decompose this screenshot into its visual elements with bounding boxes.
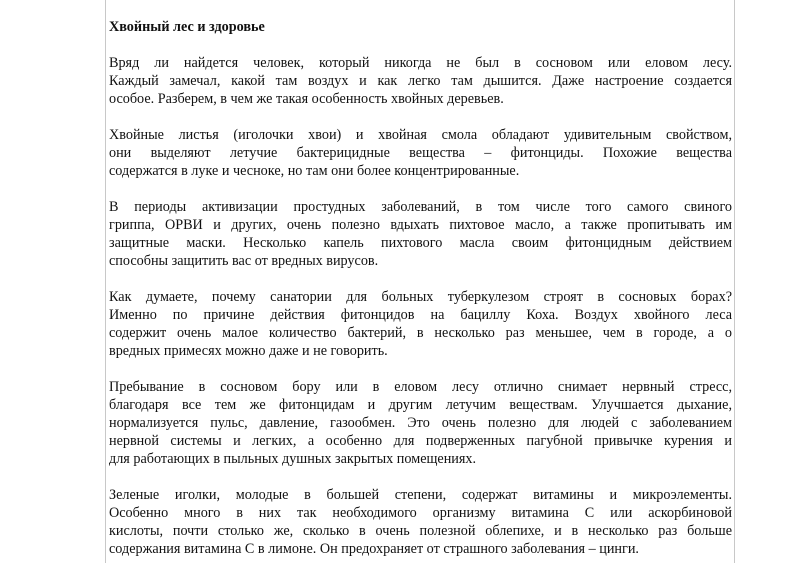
paragraph-line: вредных примесях можно даже и не говорить. bbox=[109, 343, 388, 359]
paragraph-stress-relief bbox=[109, 378, 732, 468]
document-title: Хвойный лес и здоровье bbox=[109, 19, 265, 35]
paragraph-line: В периоды активизации простудных заболеваний, в том числе того самого свиного bbox=[109, 199, 732, 215]
document-body bbox=[109, 18, 732, 558]
paragraph-line: содержит очень малое количество бактерий, в несколько раз меньшее, чем в городе, а о bbox=[109, 325, 732, 341]
paragraph-line: нервной системы и легких, а особенно для подверженных пагубной привычке курения и bbox=[109, 433, 732, 449]
paragraph-line: Каждый замечал, какой там воздух и как легко там дышится. Даже настроение создается bbox=[109, 73, 732, 89]
paragraph-intro bbox=[109, 54, 732, 108]
paragraph-line: для работающих в пыльных душных закрытых помещениях. bbox=[109, 451, 477, 467]
paragraph-line: нормализуется пульс, давление, газообмен. Это очень полезно для людей с заболеванием bbox=[109, 415, 732, 431]
paragraph-vitamins bbox=[109, 486, 732, 558]
paragraph-line: содержания витамина С в лимоне. Он предохраняет от страшного заболевания – цинги. bbox=[109, 541, 639, 557]
paragraph-fir-oil bbox=[109, 198, 732, 270]
paragraph-line: Пребывание в сосновом бору или в еловом лесу отлично снимает нервный стресс, bbox=[109, 379, 732, 395]
paragraph-phytoncides bbox=[109, 126, 732, 180]
paragraph-line: Именно по причине действия фитонцидов на бациллу Коха. Воздух хвойного леса bbox=[109, 307, 732, 323]
paragraph-line: защитные маски. Несколько капель пихтового масла своим фитонцидным действием bbox=[109, 235, 732, 251]
paragraph-line: Вряд ли найдется человек, который никогда не был в сосновом или еловом лесу. bbox=[109, 55, 732, 71]
paragraph-line: особое. Разберем, в чем же такая особенность хвойных деревьев. bbox=[109, 91, 504, 107]
paragraph-line: кислоты, почти столько же, сколько в очень полезной облепихе, и в несколько раз больше bbox=[109, 523, 732, 539]
paragraph-line: благодаря все тем же фитонцидам и другим летучим веществам. Улучшается дыхание, bbox=[109, 397, 732, 413]
paragraph-line: Хвойные листья (иголочки хвои) и хвойная смола обладают удивительным свойством, bbox=[109, 127, 732, 143]
paragraph-line: Зеленые иголки, молодые в большей степени, содержат витамины и микроэлементы. bbox=[109, 487, 732, 503]
paragraph-line: Особенно много в них так необходимого организму витамина С или аскорбиновой bbox=[109, 505, 732, 521]
paragraph-line: содержатся в луке и чесноке, но там они более концентрированные. bbox=[109, 163, 520, 179]
paragraph-line: они выделяют летучие бактерицидные вещества – фитонциды. Похожие вещества bbox=[109, 145, 732, 161]
paragraph-line: способны защитить вас от вредных вирусов. bbox=[109, 253, 379, 269]
paragraph-line: гриппа, ОРВИ и других, очень полезно вдыхать пихтовое масло, а также пропитывать им bbox=[109, 217, 732, 233]
paragraph-line: Как думаете, почему санатории для больных туберкулезом строят в сосновых борах? bbox=[109, 289, 732, 305]
paragraph-sanatoriums bbox=[109, 288, 732, 360]
